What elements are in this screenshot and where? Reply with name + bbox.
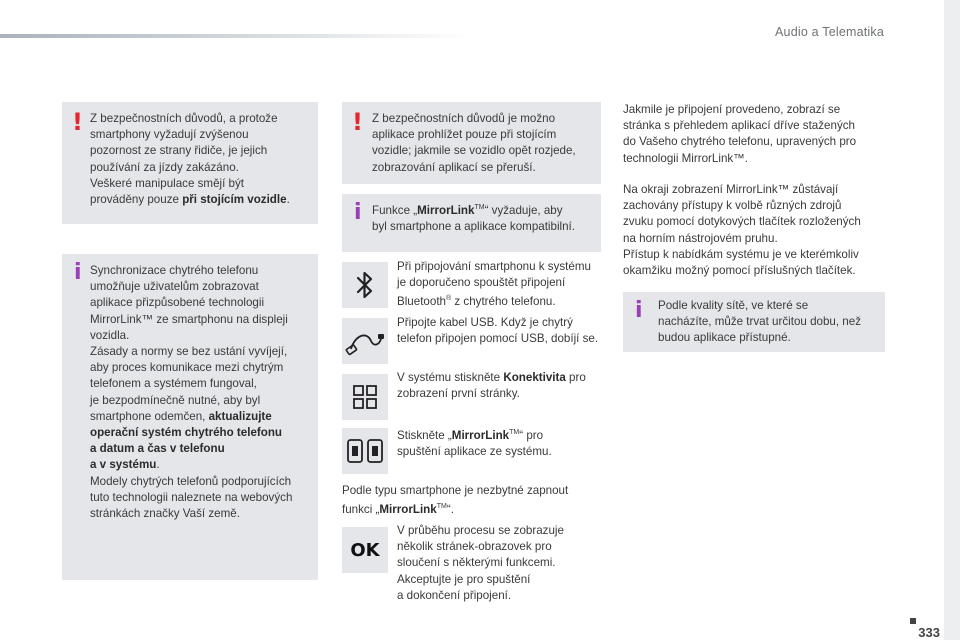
mirrorlink-icon-box — [342, 428, 388, 474]
col3-paragraph-2: Na okraji zobrazení MirrorLink™ zůstávají zachovány přístupy k volbě různých zdrojů zvuku pomocí dotykových tlačítek rozložených na horním nástrojovém pruhu. Přístup k nabídkám systému je ve kterémkoliv okamžiku možný pomocí příslušných tlačítek. — [623, 183, 861, 278]
smartphone-note: Podle typu smartphone je nezbytné zapnout funkci „MirrorLink™“. — [342, 484, 569, 517]
page-number: 333 — [918, 625, 940, 640]
mirrorlink-icon — [346, 436, 384, 466]
page-edge-strip — [944, 0, 960, 640]
info-box-col2 — [342, 194, 601, 252]
info-box-col1 — [62, 254, 318, 580]
warning-text-col2: Z bezpečnostních důvodů je možno aplikace prohlížet pouze při stojícím vozidle; jakmile se vozidlo opět rozjede, zobrazování aplikací se přeruší. — [372, 112, 576, 174]
info-text-col3: Podle kvality sítě, ve které se nacházíte, může trvat určitou dobu, než budou aplikace přístupné. — [658, 299, 862, 345]
step-ok-text: V průběhu procesu se zobrazuje několik stránek-obrazovek pro sloučení s některými funkcemi. Akceptujte je pro spuštění a dokončení připojení. — [397, 524, 564, 602]
step-connectivity-text: V systému stiskněte Konektivita pro zobrazení první stránky. — [397, 371, 586, 401]
warning-box-col2 — [342, 102, 601, 184]
page-marker — [910, 618, 916, 624]
usb-cable-icon-box — [342, 318, 388, 364]
connectivity-icon-box — [342, 374, 388, 420]
step-usb-text: Připojte kabel USB. Když je chytrý telefon připojen pomocí USB, dobíjí se. — [397, 316, 599, 346]
step-bluetooth-text: Při připojování smartphonu k systému je doporučeno spouštět připojení Bluetooth® z chytrého telefonu. — [397, 260, 591, 309]
warning-box-col1 — [62, 102, 318, 224]
page-header-title: Audio a Telematika — [775, 25, 884, 39]
ok-icon: OK — [350, 539, 380, 561]
header-rule — [0, 34, 470, 38]
info-text-col1: Synchronizace chytrého telefonu umožňuje uživatelům zobrazovat aplikace přizpůsobené technologii MirrorLink™ ze smartphonu na displeji vozidla. Zásady a normy se bez ustání vyvíjejí, aby proces komunikace mezi chytrým telefonem a systémem fungoval, je bezpodmínečně nutné, aby byl smartphone odemčen, aktualizujte operační systém chytrého telefonu a datum a čas v telefonu a v systému. Modely chytrých telefonů podporujících tuto technologii naleznete na webových stránkách značky Vaší země. — [90, 264, 293, 521]
bluetooth-icon-box — [342, 262, 388, 308]
connectivity-grid-icon — [352, 384, 378, 410]
warning-icon: ! — [72, 108, 83, 136]
info-box-col3 — [623, 292, 885, 352]
step-mirrorlink-text: Stiskněte „MirrorLink™“ pro spuštění aplikace ze systému. — [397, 428, 552, 459]
warning-text-col1: Z bezpečnostních důvodů, a protože smartphony vyžadují zvýšenou pozornost ze strany řidiče, je jejich používání za jízdy zakázáno. Veškeré manipulace smějí být prováděny pouze při stojícím vozidle. — [90, 112, 290, 207]
ok-icon-box — [342, 527, 388, 573]
col3-paragraph-1: Jakmile je připojení provedeno, zobrazí se stránka s přehledem aplikací dříve stažených do Vašeho chytrého telefonu, upravených pro technologii MirrorLink™. — [623, 103, 857, 165]
info-text-col2: Funkce „MirrorLink™“ vyžaduje, aby byl smartphone a aplikace kompatibilní. — [372, 203, 575, 234]
info-icon: i — [74, 260, 82, 285]
usb-cable-icon — [345, 325, 385, 357]
bluetooth-icon — [353, 270, 377, 300]
info-icon: i — [635, 298, 643, 323]
info-icon: i — [354, 200, 362, 225]
warning-icon: ! — [352, 108, 363, 136]
